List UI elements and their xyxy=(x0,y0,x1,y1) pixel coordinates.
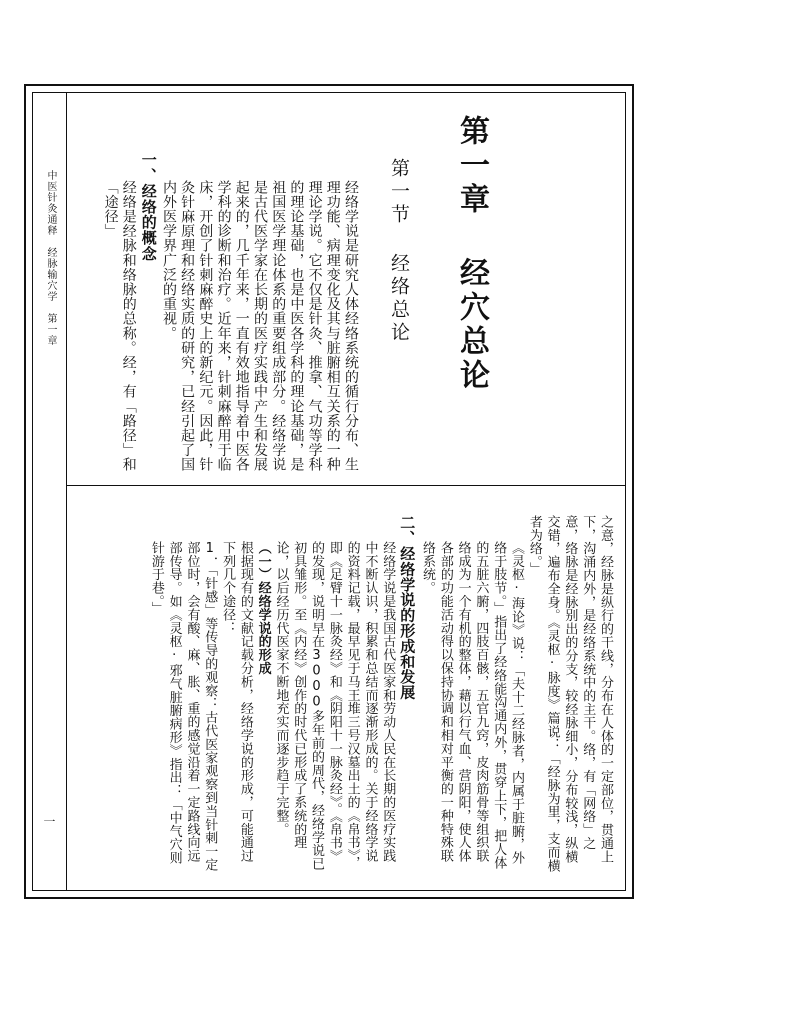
bottom-text-block xyxy=(78,515,614,875)
continuation-paragraph: 之意，经脉是纵行的干线，分布在人体的一定部位，贯通上下，沟涌内外，是经络系统中的主干。络，有「网络」之意，络脉是经脉别出的分支，较经脉细小，分布较浅，纵横交错，遍布全身。《灵枢·脉度》篇说：「经脉为里，支而横者为络。」 xyxy=(526,515,613,873)
chapter-number: 第一章 xyxy=(454,115,489,217)
sidebar-divider xyxy=(66,92,67,891)
running-head: 中医针灸通释 经脉输穴学 第一章 xyxy=(45,170,56,346)
subheading-formation: （一）经络学说的形成 xyxy=(255,541,271,675)
page-number: 一 xyxy=(42,815,56,827)
section-heading xyxy=(385,158,413,358)
intro-paragraph: 经络学说是研究人体经络系统的循行分布、生理功能、病理变化及其与脏腑相互关系的一种理论学说。它不仅是针灸、推拿、气功等学科的理论基础，也是中医各学科的理论基础，是祖国医学理论体系的重要组成部分。经络学说是古代医学家在长期的医疗实践中产生和发展起来的，几千年来，一直有效地指导着中医各学科的诊断和治疗。近年来，针刺麻醉用于临床，开创了针刺麻醉史上的新纪元。因此，针灸针麻原理和经络实质的研究，已经引起了国内外医学界广泛的重视。 xyxy=(160,180,359,472)
chapter-heading xyxy=(448,115,494,435)
horizontal-divider xyxy=(66,485,626,486)
concept-paragraph: 经络是经脉和络脉的总称。经，有「路径」和「途径」 xyxy=(102,180,137,472)
heading-concept: 一、经络的概念 xyxy=(139,152,158,262)
heading-formation: 二、经络学说的形成和发展 xyxy=(398,515,417,700)
section-title: 经络总论 xyxy=(388,253,410,345)
lingshu-paragraph: 《灵枢·海论》说：「夫十二经脉者，内属于脏腑，外络于肢节。」指出了经络能沟通内外，贯穿上下，把人体的五脏六腑，四肢百骸，五官九窍，皮肉筋骨等组织联络成为一个有机的整体，藉以行气血、营阴阳，使人体各部的功能活动得以保持协调和相对平衡的一种特殊联络系统。 xyxy=(420,541,525,870)
top-text-block xyxy=(80,152,360,482)
list-item-needle-sensation: 1．「针感」等传导的观察：古代医家观察到当针刺一定部位时，会有酸、麻、胀、重的感觉沿着一定路线向远部传导。如《灵枢·邪气脏腑病形》指出：「中气穴则针游于巷。」 xyxy=(148,541,218,872)
section-number: 第一节 xyxy=(388,158,410,227)
chapter-title: 经穴总论 xyxy=(454,257,489,393)
subheading-intro: 根据现有的文献记载分析，经络学说的形成，可能通过下列几个途径： xyxy=(220,541,253,863)
formation-paragraph: 经络学说是我国古代医家和劳动人民在长期的医疗实践中不断认识，积累和总结而逐渐形成的。关于经络学说的资料记载，最早见于马王堆三号汉墓出土的《帛书》，即《足臂十一脉灸经》和《阴阳十一脉灸经》。《帛书》的发现，说明早在3000多年前的周代，经络学说已初具雏形。至《内经》创作的时代已形成了系统的理论，以后经历代医家不断地充实而逐步趋于完整。 xyxy=(273,541,396,871)
